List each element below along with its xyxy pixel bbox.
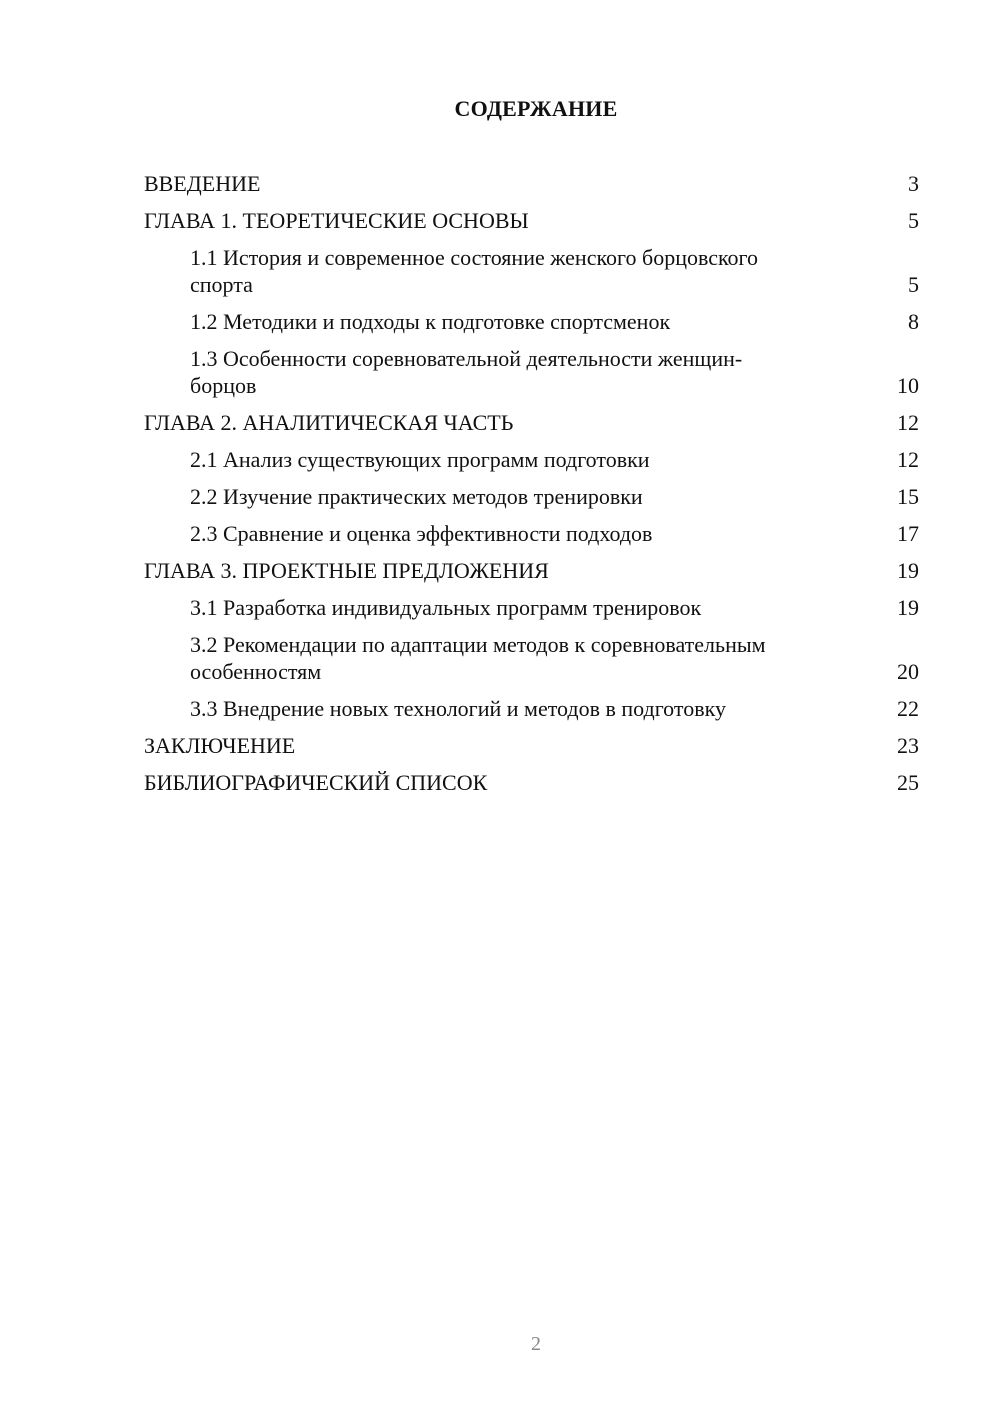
toc-entry-section-2-3[interactable] xyxy=(144,520,919,547)
toc-entry-section-1-2[interactable] xyxy=(144,308,919,335)
toc-entry-text: 3.2 Рекомендации по адаптации методов к соревновательным особенностям xyxy=(190,632,766,684)
toc-entry-text: 1.2 Методики и подходы к подготовке спортсменок xyxy=(190,309,671,334)
toc-entry-page: 19 xyxy=(897,595,919,620)
toc-entry-text: 1.3 Особенности соревновательной деятельности женщин-борцов xyxy=(190,346,743,398)
toc-entry-section-1-1[interactable] xyxy=(144,244,919,298)
toc-entry-text: 2.2 Изучение практических методов тренировки xyxy=(190,484,643,509)
toc-entry-text: 1.1 История и современное состояние женского борцовского спорта xyxy=(190,245,759,297)
toc-entry-text: ГЛАВА 2. АНАЛИТИЧЕСКАЯ ЧАСТЬ xyxy=(144,410,514,435)
toc-entry-section-3-3[interactable] xyxy=(144,695,919,722)
toc-entry-page: 12 xyxy=(897,410,919,435)
toc-entry-page: 8 xyxy=(908,309,919,334)
toc-entry-text: ЗАКЛЮЧЕНИЕ xyxy=(144,733,296,758)
toc-entry-page: 10 xyxy=(897,373,919,398)
toc-entry-page: 3 xyxy=(908,171,919,196)
table-of-contents xyxy=(144,170,919,806)
toc-entry-text: БИБЛИОГРАФИЧЕСКИЙ СПИСОК xyxy=(144,770,488,795)
toc-entry-page: 22 xyxy=(897,696,919,721)
toc-title: СОДЕРЖАНИЕ xyxy=(454,96,618,121)
toc-entry-page: 25 xyxy=(897,770,919,795)
toc-entry-chapter-3[interactable] xyxy=(144,557,919,584)
toc-entry-chapter-1[interactable] xyxy=(144,207,919,234)
toc-entry-section-1-3[interactable] xyxy=(144,345,919,399)
toc-entry-text: ВВЕДЕНИЕ xyxy=(144,171,261,196)
toc-entry-section-3-2[interactable] xyxy=(144,631,919,685)
toc-entry-page: 23 xyxy=(897,733,919,758)
toc-entry-text: 2.3 Сравнение и оценка эффективности подходов xyxy=(190,521,653,546)
toc-entry-conclusion[interactable] xyxy=(144,732,919,759)
toc-entry-text: 3.3 Внедрение новых технологий и методов в подготовку xyxy=(190,696,726,721)
toc-entry-section-3-1[interactable] xyxy=(144,594,919,621)
toc-entry-bibliography[interactable] xyxy=(144,769,919,796)
toc-entry-text: ГЛАВА 1. ТЕОРЕТИЧЕСКИЕ ОСНОВЫ xyxy=(144,208,529,233)
toc-entry-page: 5 xyxy=(908,272,919,297)
page-number: 2 xyxy=(531,1333,541,1355)
toc-entry-section-2-2[interactable] xyxy=(144,483,919,510)
toc-entry-text: 3.1 Разработка индивидуальных программ тренировок xyxy=(190,595,702,620)
toc-entry-section-2-1[interactable] xyxy=(144,446,919,473)
toc-entry-introduction[interactable] xyxy=(144,170,919,197)
toc-entry-text: ГЛАВА 3. ПРОЕКТНЫЕ ПРЕДЛОЖЕНИЯ xyxy=(144,558,549,583)
toc-entry-page: 20 xyxy=(897,659,919,684)
toc-entry-page: 12 xyxy=(897,447,919,472)
toc-entry-page: 15 xyxy=(897,484,919,509)
toc-entry-page: 5 xyxy=(908,208,919,233)
toc-entry-page: 19 xyxy=(897,558,919,583)
toc-entry-text: 2.1 Анализ существующих программ подготовки xyxy=(190,447,650,472)
toc-entry-page: 17 xyxy=(897,521,919,546)
toc-entry-chapter-2[interactable] xyxy=(144,409,919,436)
